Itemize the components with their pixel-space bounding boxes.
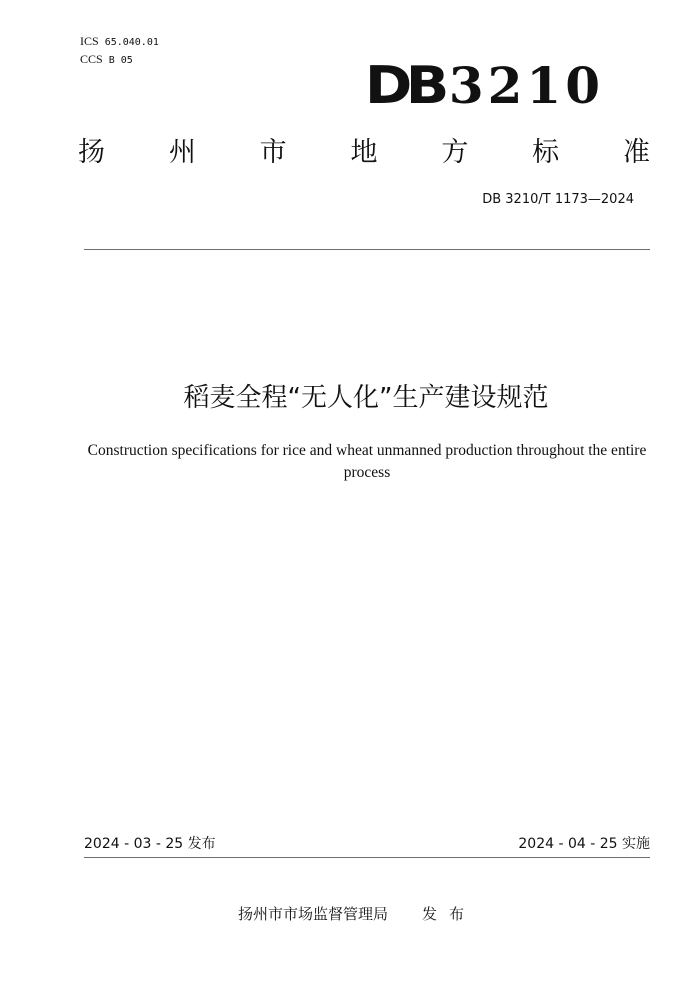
ics-value: 65.040.01 [104,37,159,48]
ccs-label: CCS [80,52,103,66]
ccs-value: B 05 [108,55,133,66]
publish-word: 发布 [422,905,477,923]
db-logo-prefix: DB [364,56,443,116]
db-logo [364,56,604,116]
issue-date: 2024 - 03 - 25 发布 [84,836,216,852]
top-divider [84,249,650,250]
title-english: Construction specifications for rice and wheat unmanned production throughout the entire process [87,442,647,481]
banner-char: 准 [622,137,650,168]
banner-char: 地 [350,137,378,168]
db-logo-number: 3210 [448,56,604,115]
ics-code [80,34,159,50]
ccs-code [80,52,133,68]
publisher-line [238,904,476,924]
title-chinese: 稻麦全程“无人化”生产建设规范 [183,383,549,413]
ics-label: ICS [80,34,99,48]
local-standard-banner [78,136,650,170]
publisher-name: 扬州市市场监督管理局 [238,905,389,923]
banner-char: 方 [441,137,469,168]
standard-number: DB 3210/T 1173—2024 [482,192,634,207]
bottom-divider [84,857,650,858]
implementation-date: 2024 - 04 - 25 实施 [518,836,650,852]
banner-char: 扬 [78,137,105,168]
banner-char: 标 [532,137,560,168]
banner-char: 市 [259,137,287,168]
banner-char: 州 [168,137,196,168]
